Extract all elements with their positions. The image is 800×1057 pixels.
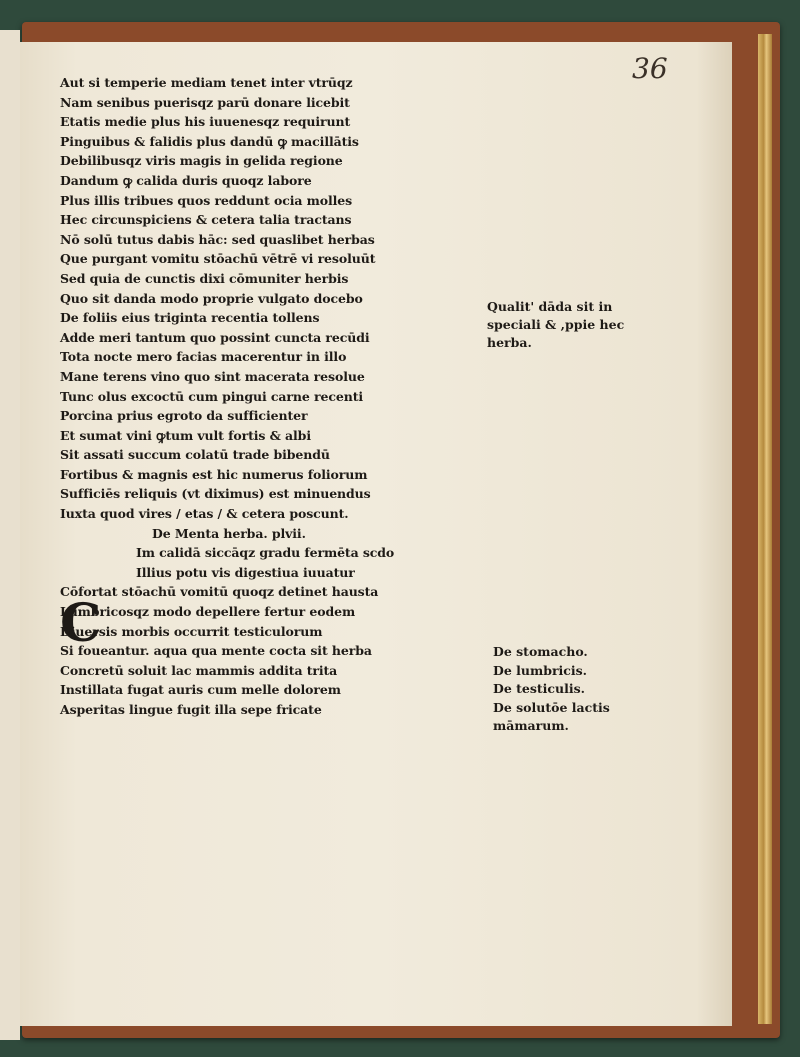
text-line: Pinguibus & falidis plus dandū ꝙ macillātis xyxy=(60,133,359,149)
text-line: Dandum ꝙ calida duris quoqz labore xyxy=(60,172,312,188)
text-line: De Menta herba. plvii. xyxy=(152,525,306,541)
text-line: Porcina prius egroto da sufficienter xyxy=(60,408,308,424)
text-line: Asperitas lingue fugit illa sepe fricate xyxy=(60,702,322,717)
drop-cap-initial: C xyxy=(60,593,102,654)
text-line: Diuersis morbis occurrit testiculorum xyxy=(60,623,323,639)
text-line: Im calidā siccāqz gradu fermēta scdo xyxy=(136,545,395,561)
margin-note-line: De lumbricis. xyxy=(493,662,588,678)
margin-note-line: De testiculis. xyxy=(493,681,586,696)
text-line: Tota nocte mero facias macerentur in illo xyxy=(60,349,347,365)
margin-note-line: herba. xyxy=(487,335,532,350)
text-line: Mane terens vino quo sint macerata resolue xyxy=(60,368,365,384)
main-text-column xyxy=(60,73,480,720)
previous-page-edge xyxy=(0,30,20,1040)
margin-note-dosage xyxy=(487,298,624,352)
text-line: Quo sit danda modo proprie vulgato docebo xyxy=(60,290,363,306)
gilt-page-edge xyxy=(758,34,772,1024)
margin-note-line: māmarum. xyxy=(493,718,569,733)
text-line: Aut si temperie mediam tenet inter vtrūqz xyxy=(60,75,353,90)
text-line: Sit assati succum colatū trade bibendū xyxy=(60,447,330,463)
margin-note-line: Qualit' dāda sit in xyxy=(487,299,613,314)
text-line: Etatis medie plus his iuuenesqz requirunt xyxy=(60,114,351,130)
text-line: Adde meri tantum quo possint cuncta recūdi xyxy=(60,329,370,345)
text-line: Et sumat vini ꝙtum vult fortis & albi xyxy=(60,427,311,443)
text-line: Sufficiēs reliquis (vt diximus) est minuendus xyxy=(60,486,371,502)
text-line: Hec circunspiciens & cetera talia tractans xyxy=(60,212,352,228)
text-line: Iuxta quod vires / etas / & cetera poscunt. xyxy=(60,506,349,522)
text-line: Tunc olus excoctū cum pingui carne recenti xyxy=(60,388,364,404)
text-line: Lumbricosqz modo depellere fertur eodem xyxy=(60,604,356,620)
margin-note-line: speciali & ,ppie hec xyxy=(487,317,625,332)
text-line: Plus illis tribues quos reddunt ocia molles xyxy=(60,192,353,208)
text-line: Sed quia de cunctis dixi cōmuniter herbis xyxy=(60,270,349,286)
margin-note-line: De stomacho. xyxy=(493,644,588,659)
folio-number: 36 xyxy=(632,52,668,85)
text-line: Que purgant vomitu stōachū vētrē vi resoluūt xyxy=(60,251,376,267)
text-line: Si foueantur. aqua qua mente cocta sit herba xyxy=(60,643,372,659)
text-line: Cōfortat stōachū vomitū quoqz detinet hausta xyxy=(60,584,379,600)
text-line: Nō solū tutus dabis hāc: sed quaslibet herbas xyxy=(60,231,375,247)
text-line: Instillata fugat auris cum melle dolorem xyxy=(60,682,341,698)
text-line: Illius potu vis digestiua iuuatur xyxy=(136,564,355,580)
text-line: Fortibus & magnis est hic numerus foliorum xyxy=(60,466,368,482)
text-line: Nam senibus puerisqz parū donare licebit xyxy=(60,94,350,110)
text-line: Debilibusqz viris magis in gelida regione xyxy=(60,153,343,169)
text-line: De foliis eius triginta recentia tollens xyxy=(60,310,320,326)
margin-note-line: De solutōe lactis xyxy=(493,699,610,715)
margin-note-uses xyxy=(493,643,610,736)
text-line: Concretū soluit lac mammis addita trita xyxy=(60,662,338,678)
